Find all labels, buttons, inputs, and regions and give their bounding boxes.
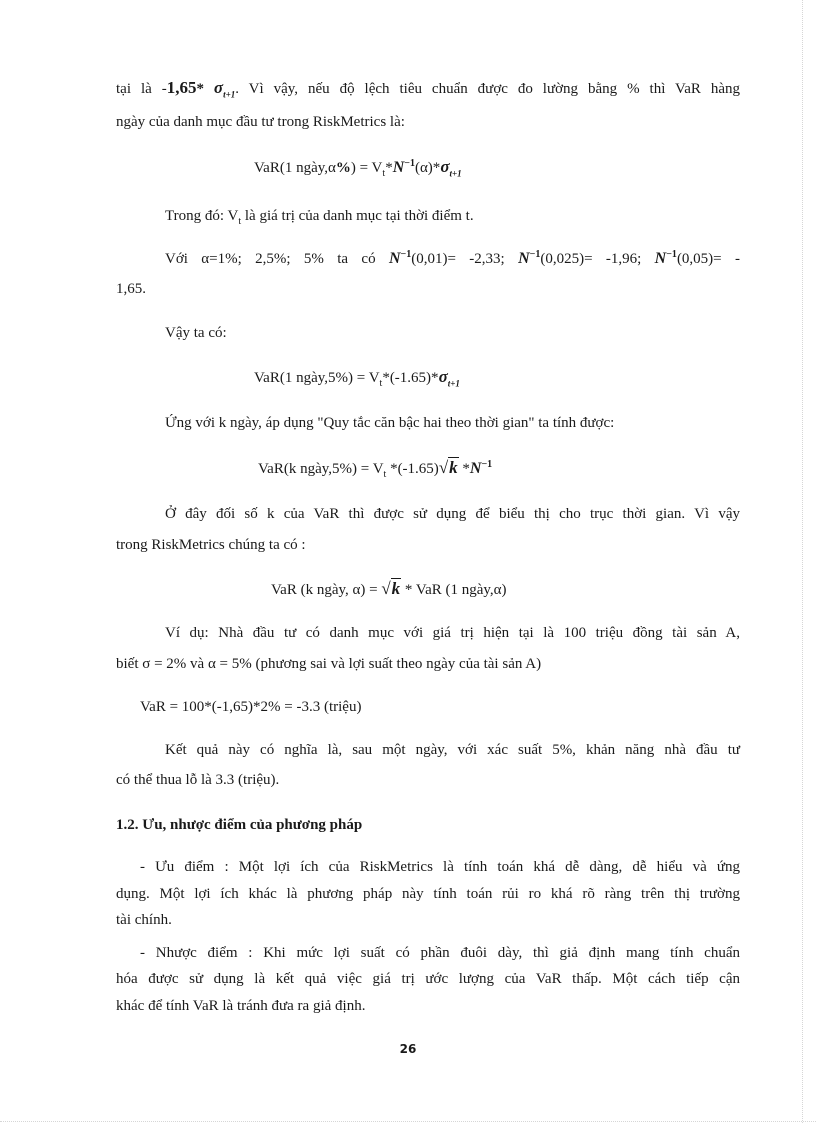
paragraph-line: 1,65. bbox=[116, 281, 146, 297]
sigma-symbol: $\sigma_{t+1}$ bbox=[213, 78, 236, 100]
paragraph-line: trong RiskMetrics chúng ta có : bbox=[116, 537, 306, 553]
paragraph-line: hóa được sử dụng là kết quả việc giá trị ước lượng của VaR thấp. Một cách tiếp cận bbox=[116, 971, 740, 987]
formula-var-1day: VaR(1 ngày,α%) = $V_t*N^{-1}(\alpha)*\sigma_{t+1}$ bbox=[254, 157, 462, 179]
formula-var-scaling: VaR (k ngày, α) = √k * VaR (1 ngày,α) bbox=[271, 579, 507, 598]
paragraph-line: ngày của danh mục đầu tư trong RiskMetrics là: bbox=[116, 114, 405, 130]
page-border-right bbox=[802, 0, 803, 1123]
paragraph-line: dụng. Một lợi ích khác là phương pháp này tính toán rủi ro khá rõ ràng trên thị trường bbox=[116, 886, 740, 902]
paragraph-line: tài chính. bbox=[116, 912, 172, 928]
formula-var-5pct: VaR(1 ngày,5%) = $V_t*(-1.65)*\sigma_{t+1}$ bbox=[254, 367, 460, 389]
bullet-advantage: - Ưu điểm : Một lợi ích của RiskMetrics là tính toán khá dễ dàng, dễ hiểu và ứng bbox=[140, 859, 740, 875]
paragraph-line: có thể thua lỗ là 3.3 (triệu). bbox=[116, 772, 280, 788]
formula-var-kday: VaR(k ngày,5%) = $V_t$ *(-1.65)√k $*N^{-1}$ bbox=[258, 458, 493, 480]
paragraph-line: Ứng với k ngày, áp dụng "Quy tắc căn bậc hai theo thời gian" ta tính được: bbox=[165, 415, 615, 431]
example-result: VaR = 100*(-1,65)*2% = -3.3 (triệu) bbox=[140, 699, 362, 715]
paragraph-line: tại là -1,65* $\sigma_{t+1}$. Vì vậy, nếu độ lệch tiêu chuẩn được đo lường bằng % thì VaR hàng bbox=[116, 78, 740, 100]
paragraph-line: Ở đây đối số k của VaR thì được sử dụng để biểu thị cho trục thời gian. Vì vậy bbox=[165, 506, 740, 522]
paragraph-line: khác để tính VaR là tránh đưa ra giả định. bbox=[116, 998, 366, 1014]
bullet-disadvantage: - Nhược điểm : Khi mức lợi suất có phần đuôi dày, thì giả định mang tính chuẩn bbox=[140, 945, 740, 961]
page-number: 26 bbox=[399, 1042, 417, 1056]
page-border-bottom bbox=[0, 1121, 816, 1122]
paragraph-line: Kết quả này có nghĩa là, sau một ngày, với xác suất 5%, khản năng nhà đầu tư bbox=[165, 742, 740, 758]
paragraph-line: biết σ = 2% và α = 5% (phương sai và lợi suất theo ngày của tài sản A) bbox=[116, 656, 542, 672]
paragraph-line: Ví dụ: Nhà đầu tư có danh mục với giá trị hiện tại là 100 triệu đồng tài sản A, bbox=[165, 625, 740, 641]
paragraph-line: Trong đó: $V_t$ là giá trị của danh mục tại thời điểm t. bbox=[165, 208, 474, 227]
paragraph-line: Vậy ta có: bbox=[165, 325, 227, 341]
section-heading: 1.2. Ưu, nhược điểm của phương pháp bbox=[116, 817, 363, 833]
paragraph-line: Với α=1%; 2,5%; 5% ta có $N^{-1}(0,01)= -2,33$; $N^{-1}(0,025)= -1,96$; $N^{-1}(0,05)=$ - bbox=[165, 249, 740, 267]
